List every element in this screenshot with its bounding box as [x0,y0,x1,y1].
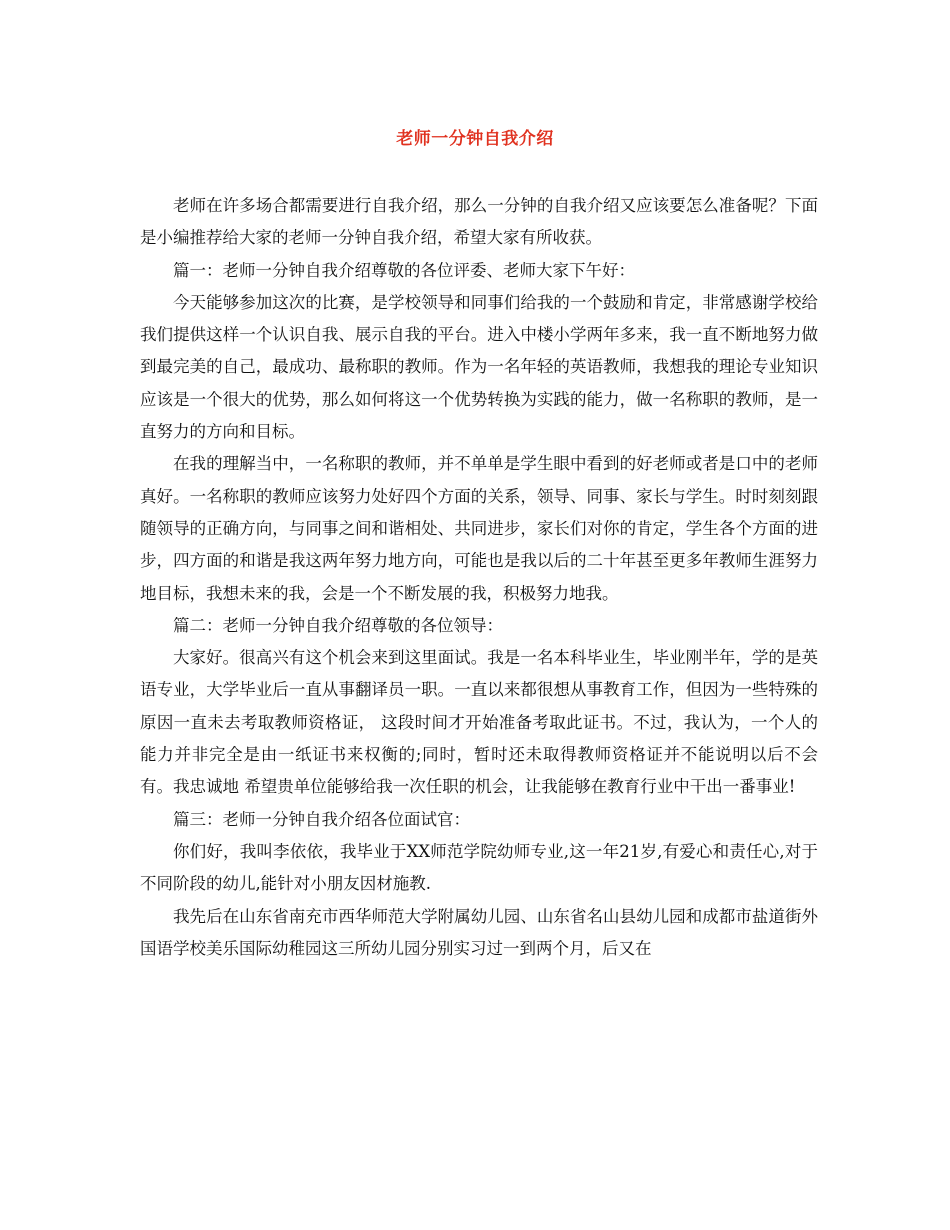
paragraph-section-1-body-1: 今天能够参加这次的比赛，是学校领导和同事们给我的一个鼓励和肯定，非常感谢学校给我们提供这样一个认识自我、展示自我的平台。进入中楼小学两年多来，我一直不断地努力做到最完美的自己，最成功、最称职的教师。作为一名年轻的英语教师，我想我的理论专业知识应该是一个很大的优势，那么如何将这一个优势转换为实践的能力，做一名称职的教师，是一直努力的方向和目标。 [140,292,818,442]
paragraph-section-2-body: 大家好。很高兴有这个机会来到这里面试。我是一名本科毕业生，毕业刚半年，学的是英语专业，大学毕业后一直从事翻译员一职。一直以来都很想从事教育工作，但因为一些特殊的原因一直未去考取教师资格证， 这段时间才开始准备考取此证书。不过，我认为，一个人的能力并非完全是由一纸证书来权衡的;同时，暂时还未取得教师资格证并不能说明以后不会有。我忠诚地 希望贵单位能够给我一次任职的机会，让我能够在教育行业中干出一番事业! [140,648,818,797]
paragraph-section-3-heading: 篇三：老师一分钟自我介绍各位面试官： [173,809,470,829]
paragraph-section-1-body-2: 在我的理解当中，一名称职的教师，并不单单是学生眼中看到的好老师或者是口中的老师真好。一名称职的教师应该努力处好四个方面的关系，领导、同事、家长与学生。时时刻刻跟随领导的正确方向，与同事之间和谐相处、共同进步，家长们对你的肯定，学生各个方面的进步，四方面的和谐是我这两年努力地方向，可能也是我以后的二十年甚至更多年教师生涯努力地目标，我想未来的我，会是一个不断发展的我，积极努力地我。 [140,454,818,603]
document-title: 老师一分钟自我介绍 [396,129,554,149]
paragraph-section-1-heading: 篇一：老师一分钟自我介绍尊敬的各位评委、老师大家下午好： [173,260,635,280]
paragraph-intro: 老师在许多场合都需要进行自我介绍，那么一分钟的自我介绍又应该要怎么准备呢？下面是小编推荐给大家的老师一分钟自我介绍，希望大家有所收获。 [140,196,818,248]
paragraph-section-3-body-1: 你们好，我叫李依依，我毕业于XX师范学院幼师专业,这一年21岁,有爱心和责任心,对于不同阶段的幼儿,能针对小朋友因材施教. [140,841,818,894]
paragraph-section-3-body-2: 我先后在山东省南充市西华师范大学附属幼儿园、山东省名山县幼儿园和成都市盐道街外国语学校美乐国际幼稚园这三所幼儿园分别实习过一到两个月，后又在 [140,906,818,958]
document-body [140,190,818,965]
paragraph-section-2-heading: 篇二：老师一分钟自我介绍尊敬的各位领导： [173,615,503,635]
